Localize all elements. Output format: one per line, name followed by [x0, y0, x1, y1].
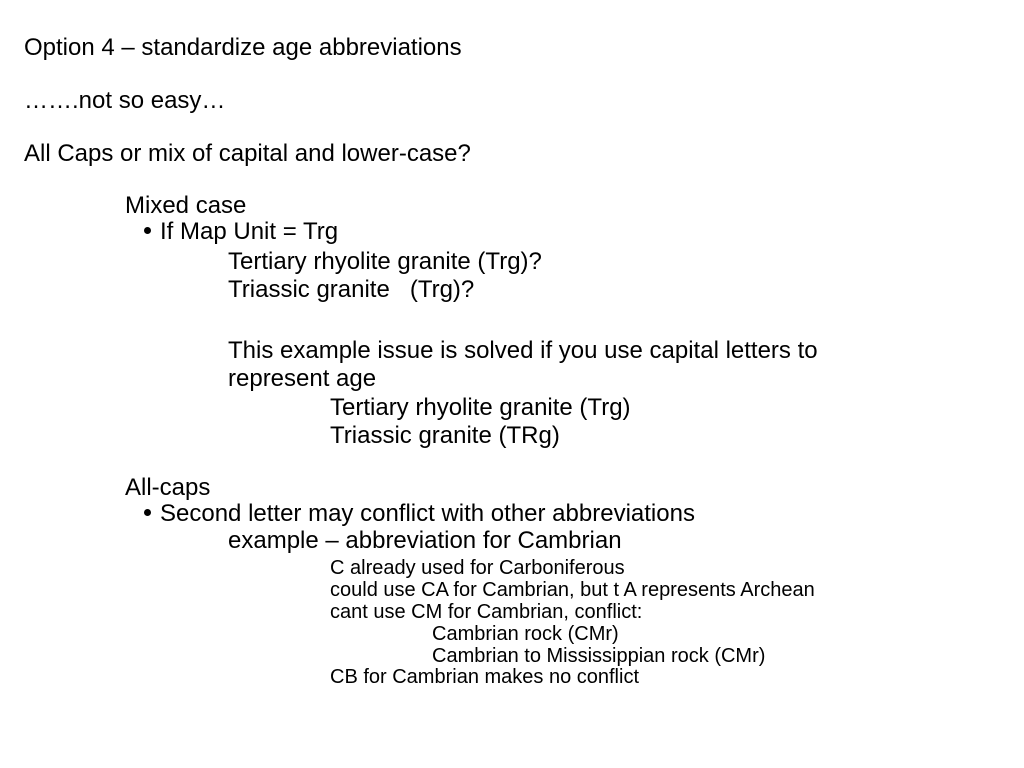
- mixed-case-bullet-text: If Map Unit = Trg: [160, 218, 339, 245]
- question-line: All Caps or mix of capital and lower-case?: [24, 140, 471, 167]
- mixed-case-heading: Mixed case: [125, 192, 247, 219]
- bullet-icon: [144, 227, 151, 234]
- all-caps-conflict-1: Cambrian rock (CMr): [432, 623, 619, 645]
- all-caps-detail-1: C already used for Carboniferous: [330, 557, 625, 579]
- all-caps-detail-2: could use CA for Cambrian, but t A represents Archean: [330, 579, 815, 601]
- all-caps-bullet-text: Second letter may conflict with other abbreviations: [160, 500, 695, 527]
- all-caps-heading: All-caps: [125, 474, 211, 501]
- mixed-case-bullet: [144, 220, 338, 244]
- mixed-case-note-line-1: This example issue is solved if you use capital letters to: [228, 337, 818, 364]
- mixed-case-solved-2: Triassic granite (TRg): [330, 422, 560, 449]
- all-caps-conclusion: CB for Cambrian makes no conflict: [330, 666, 640, 688]
- all-caps-example-intro: example – abbreviation for Cambrian: [228, 527, 622, 554]
- mixed-case-example-1: Tertiary rhyolite granite (Trg)?: [228, 248, 542, 275]
- subtitle-line: …….not so easy…: [24, 87, 226, 114]
- mixed-case-solved-1: Tertiary rhyolite granite (Trg): [330, 394, 631, 421]
- bullet-icon: [144, 509, 151, 516]
- slide-title-line: Option 4 – standardize age abbreviations: [24, 34, 462, 61]
- mixed-case-note-line-2: represent age: [228, 365, 377, 392]
- mixed-case-example-2: Triassic granite (Trg)?: [228, 276, 475, 303]
- all-caps-bullet: [144, 502, 695, 526]
- all-caps-detail-3: cant use CM for Cambrian, conflict:: [330, 601, 643, 623]
- all-caps-conflict-2: Cambrian to Mississippian rock (CMr): [432, 645, 766, 667]
